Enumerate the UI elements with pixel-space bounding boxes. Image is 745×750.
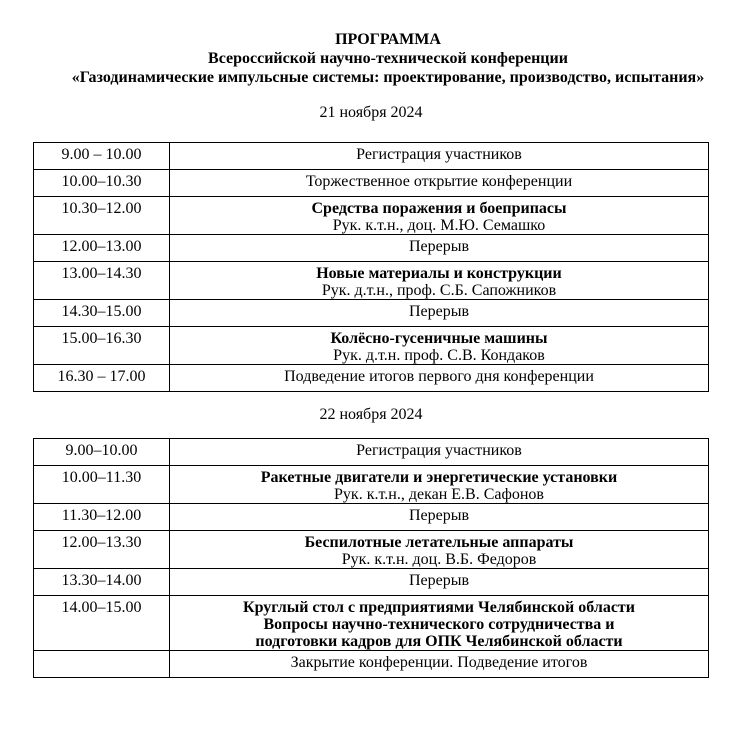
event-cell <box>170 439 709 466</box>
event-text: Рук. д.т.н. проф. С.В. Кондаков <box>333 347 545 364</box>
event-text: Регистрация участников <box>356 442 522 459</box>
event-text: Перерыв <box>408 507 470 524</box>
time-cell: 12.00–13.00 <box>34 235 170 262</box>
event-text: Рук. к.т.н., доц. М.Ю. Семашко <box>332 217 546 234</box>
day-1-date: 21 ноября 2024 <box>319 104 423 121</box>
day-2-date: 22 ноября 2024 <box>319 406 423 423</box>
event-cell <box>170 143 709 170</box>
event-cell <box>170 300 709 327</box>
session-title: Ракетные двигатели и энергетические установки <box>260 469 618 486</box>
table-row <box>34 170 709 197</box>
time-cell: 9.00 – 10.00 <box>34 143 170 170</box>
table-row <box>34 143 709 170</box>
time-cell: 14.00–15.00 <box>34 596 170 651</box>
event-text: Закрытие конференции. Подведение итогов <box>290 654 588 671</box>
event-cell <box>170 596 709 651</box>
session-title: Средства поражения и боеприпасы <box>311 200 567 217</box>
event-cell <box>170 466 709 504</box>
time-cell: 14.30–15.00 <box>34 300 170 327</box>
event-cell <box>170 504 709 531</box>
table-row <box>34 569 709 596</box>
time-cell: 9.00–10.00 <box>34 439 170 466</box>
event-text: Регистрация участников <box>356 146 522 163</box>
schedule-table-day-1-body <box>34 143 709 392</box>
event-cell <box>170 569 709 596</box>
event-text: Перерыв <box>408 238 470 255</box>
table-row <box>34 439 709 466</box>
schedule-table-day-2 <box>33 438 709 678</box>
table-row <box>34 651 709 678</box>
time-cell: 13.00–14.30 <box>34 262 170 300</box>
document-title: ПРОГРАММА <box>335 31 441 48</box>
event-cell <box>170 651 709 678</box>
document-header <box>33 30 743 87</box>
event-text: Перерыв <box>408 303 470 320</box>
event-text: Подведение итогов первого дня конференции <box>284 368 594 385</box>
time-cell: 16.30 – 17.00 <box>34 365 170 392</box>
time-cell: 11.30–12.00 <box>34 504 170 531</box>
event-cell <box>170 327 709 365</box>
table-row <box>34 327 709 365</box>
event-text: Рук. д.т.н., проф. С.Б. Сапожников <box>321 282 557 299</box>
schedule-table-day-1 <box>33 142 709 392</box>
session-title: Новые материалы и конструкции <box>316 265 562 282</box>
table-row <box>34 504 709 531</box>
table-row <box>34 197 709 235</box>
time-cell: 10.00–10.30 <box>34 170 170 197</box>
session-title: Вопросы научно-технического сотрудничества и <box>263 616 615 633</box>
table-row <box>34 596 709 651</box>
schedule-table-day-2-body <box>34 439 709 678</box>
event-cell <box>170 197 709 235</box>
table-row <box>34 466 709 504</box>
session-title: Круглый стол с предприятиями Челябинской области <box>243 599 635 616</box>
time-cell <box>34 651 170 678</box>
program-document <box>0 30 745 750</box>
table-row <box>34 262 709 300</box>
event-cell <box>170 365 709 392</box>
event-text: Торжественное открытие конференции <box>305 173 573 190</box>
event-cell <box>170 235 709 262</box>
time-cell: 10.00–11.30 <box>34 466 170 504</box>
time-cell: 12.00–13.30 <box>34 531 170 569</box>
conference-name: Всероссийской научно-технической конференции <box>208 50 568 67</box>
session-title: Беспилотные летательные аппараты <box>304 534 574 551</box>
time-cell: 10.30–12.00 <box>34 197 170 235</box>
table-row <box>34 531 709 569</box>
time-cell: 15.00–16.30 <box>34 327 170 365</box>
table-row <box>34 365 709 392</box>
event-text: Рук. к.т.н. доц. В.Б. Федоров <box>341 551 537 568</box>
event-cell <box>170 170 709 197</box>
session-title: Колёсно-гусеничные машины <box>330 330 548 347</box>
table-row <box>34 300 709 327</box>
event-text: Перерыв <box>408 572 470 589</box>
event-cell <box>170 531 709 569</box>
event-text: Рук. к.т.н., декан Е.В. Сафонов <box>334 486 544 503</box>
session-title: подготовки кадров для ОПК Челябинской области <box>255 633 623 650</box>
time-cell: 13.30–14.00 <box>34 569 170 596</box>
conference-topic: «Газодинамические импульсные системы: проектирование, производство, испытания» <box>71 69 705 86</box>
event-cell <box>170 262 709 300</box>
table-row <box>34 235 709 262</box>
